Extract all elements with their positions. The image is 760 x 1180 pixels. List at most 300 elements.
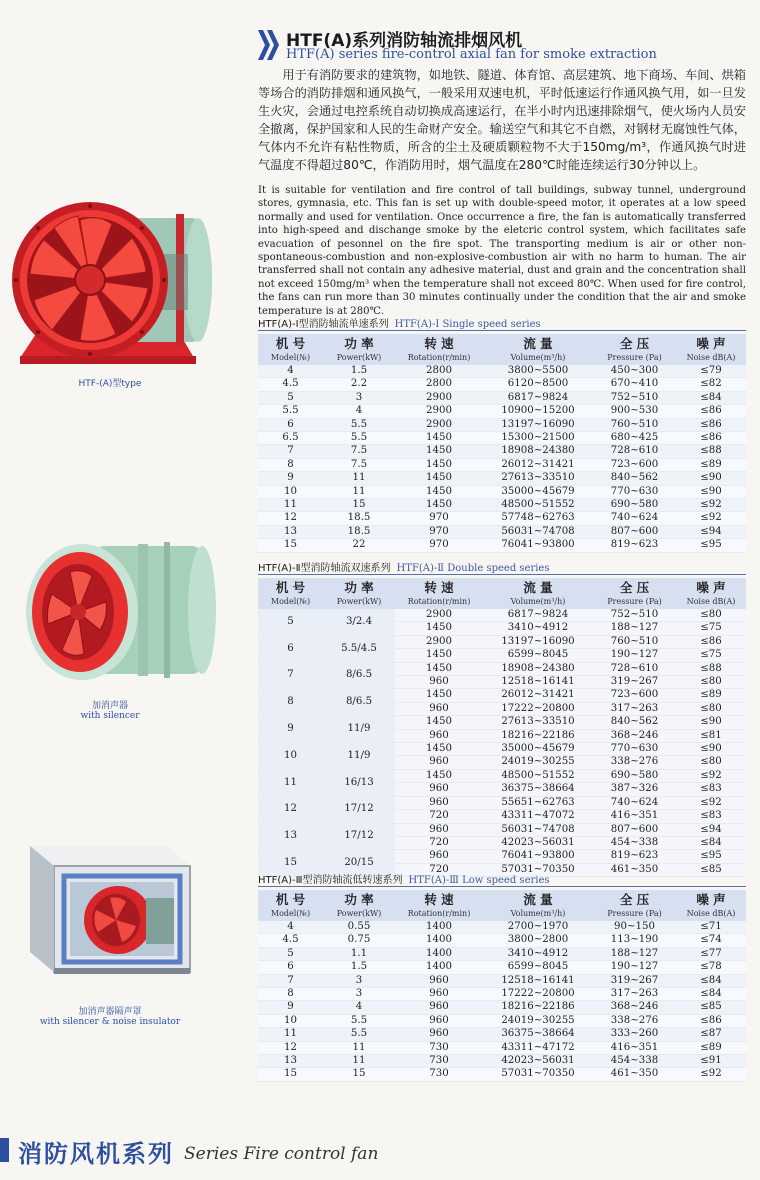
col-power-en: Power(kW) [323,352,395,365]
table-row [258,499,746,512]
table-row [258,1001,746,1014]
volume-cell: 6120~8500 [483,378,593,391]
pressure-cell: 752~510 [593,391,676,404]
noise-cell: ≤92 [676,499,746,512]
power-cell: 11 [323,1041,395,1054]
noise-cell: ≤86 [676,635,746,648]
col-power-en: Power(kW) [323,596,395,609]
rotation-cell: 970 [395,539,483,552]
volume-cell: 26012~31421 [483,689,593,702]
power-cell: 4 [323,1001,395,1014]
noise-cell: ≤89 [676,458,746,471]
power-cell: 11/9 [323,716,395,743]
rotation-cell: 960 [395,783,483,796]
power-cell: 17/12 [323,796,395,823]
volume-cell: 18908~24380 [483,445,593,458]
pressure-cell: 190~127 [593,649,676,662]
table-row [258,525,746,538]
table-row [258,662,746,675]
col-model-cn: 机 号 [258,578,323,596]
table2-caption-rule [258,574,746,575]
volume-cell: 6817~9824 [483,609,593,622]
volume-cell: 48500~51552 [483,499,593,512]
col-pressure-cn: 全 压 [593,890,676,908]
model-cell: 5.5 [258,405,323,418]
table-row [258,391,746,404]
volume-cell: 18216~22186 [483,1001,593,1014]
volume-cell: 12518~16141 [483,974,593,987]
power-cell: 5.5/4.5 [323,635,395,662]
intro-text-cn: 用于有消防要求的建筑物，如地铁、隧道、体育馆、高层建筑、地下商场、车间、烘箱等场合的消防排烟和通风换气，一般采用双速电机，平时低速运行作通风换气用，如一旦发生火灾，会通过电控系统自动切换成高速运行，在半小时内迅速排除烟气，使火场内人员安全撤离，保护国家和人民的生命财产安全。输送空气和其它不自燃，对钢材无腐蚀性气体，气体内不允许有粘性物质，所含的尘土及硬质颗粒物不大于150mg/m³，作通风换气时进气温度不得超过80℃，作消防用时，烟气温度在280℃时能连续运行30分钟以上。 [258,68,746,172]
col-pressure-cn: 全 压 [593,578,676,596]
noise-cell: ≤82 [676,378,746,391]
col-pressure-en: Pressure (Pa) [593,908,676,921]
noise-cell: ≤75 [676,649,746,662]
rotation-cell: 2900 [395,635,483,648]
rotation-cell: 730 [395,1068,483,1081]
page-subtitle: HTF(A) series fire-control axial fan for smoke extraction [286,47,657,62]
pressure-cell: 368~246 [593,729,676,742]
noise-cell: ≤90 [676,743,746,756]
pressure-cell: 690~580 [593,769,676,782]
pressure-cell: 807~600 [593,525,676,538]
col-noise-en: Noise dB(A) [676,596,746,609]
double-speed-table [258,578,746,877]
power-cell: 3 [323,391,395,404]
noise-cell: ≤86 [676,1014,746,1027]
table-row [258,1068,746,1081]
col-model-cn: 机 号 [258,334,323,352]
pressure-cell: 416~351 [593,810,676,823]
model-cell: 6 [258,961,323,974]
power-cell: 11 [323,472,395,485]
col-pressure-cn: 全 压 [593,334,676,352]
noise-cell: ≤84 [676,836,746,849]
rotation-cell: 960 [395,729,483,742]
noise-cell: ≤86 [676,418,746,431]
volume-cell: 42023~56031 [483,1055,593,1068]
model-cell: 12 [258,1041,323,1054]
power-cell: 4 [323,405,395,418]
col-power-cn: 功 率 [323,334,395,352]
model-cell: 10 [258,1014,323,1027]
rotation-cell: 1400 [395,934,483,947]
model-cell: 7 [258,445,323,458]
power-cell: 11/9 [323,743,395,770]
noise-cell: ≤92 [676,796,746,809]
table1-caption-cn: HTF(A)-Ⅰ型消防轴流单速系列 [258,319,389,330]
table-row [258,947,746,960]
table-row [258,716,746,729]
pressure-cell: 90~150 [593,921,676,934]
table2-caption-en: HTF(A)-Ⅱ Double speed series [396,563,550,574]
volume-cell: 42023~56031 [483,836,593,849]
table3-caption-rule [258,886,746,887]
noise-cell: ≤79 [676,365,746,378]
rotation-cell: 1450 [395,432,483,445]
rotation-cell: 1450 [395,716,483,729]
noise-cell: ≤88 [676,445,746,458]
rotation-cell: 2900 [395,391,483,404]
model-cell: 4 [258,365,323,378]
table-row [258,512,746,525]
rotation-cell: 960 [395,1001,483,1014]
single-speed-table [258,334,746,553]
model-cell: 13 [258,525,323,538]
pressure-cell: 454~338 [593,1055,676,1068]
col-rotation-en: Rotation(r/min) [395,352,483,365]
noise-cell: ≤92 [676,512,746,525]
fan-with-insulator-caption-cn: 加消声器隔声罩 [78,1007,142,1017]
noise-cell: ≤90 [676,716,746,729]
fan-htf-a-image [8,184,230,370]
volume-cell: 3410~4912 [483,947,593,960]
volume-cell: 35000~45679 [483,485,593,498]
page-title: HTF(A)系列消防轴流排烟风机 [286,31,523,51]
rotation-cell: 960 [395,1014,483,1027]
pressure-cell: 770~630 [593,485,676,498]
power-cell: 15 [323,499,395,512]
volume-cell: 26012~31421 [483,458,593,471]
pressure-cell: 728~610 [593,662,676,675]
pressure-cell: 760~510 [593,635,676,648]
volume-cell: 43311~47172 [483,1041,593,1054]
table2-caption [258,559,549,574]
model-cell: 8 [258,458,323,471]
volume-cell: 13197~16090 [483,635,593,648]
volume-cell: 6599~8045 [483,649,593,662]
pressure-cell: 317~263 [593,702,676,715]
noise-cell: ≤78 [676,961,746,974]
power-cell: 16/13 [323,769,395,796]
rotation-cell: 720 [395,863,483,876]
low-speed-table [258,890,746,1082]
power-cell: 20/15 [323,850,395,877]
model-cell: 15 [258,850,323,877]
pressure-cell: 723~600 [593,458,676,471]
table-row [258,823,746,836]
model-cell: 8 [258,988,323,1001]
table-row [258,418,746,431]
footer-title-en: Series Fire control fan [184,1144,379,1164]
pressure-cell: 840~562 [593,716,676,729]
col-power-en: Power(kW) [323,908,395,921]
table-row [258,485,746,498]
fan-with-insulator-caption [20,1004,200,1027]
pressure-cell: 450~300 [593,365,676,378]
noise-cell: ≤90 [676,472,746,485]
fan-with-silencer-image [14,532,230,692]
volume-cell: 57748~62763 [483,512,593,525]
model-cell: 7 [258,662,323,689]
rotation-cell: 1450 [395,499,483,512]
power-cell: 2.2 [323,378,395,391]
power-cell: 3/2.4 [323,609,395,635]
col-model-en: Model(№) [258,352,323,365]
volume-cell: 2700~1970 [483,921,593,934]
noise-cell: ≤92 [676,769,746,782]
power-cell: 5.5 [323,1028,395,1041]
rotation-cell: 960 [395,988,483,1001]
power-cell: 11 [323,485,395,498]
pressure-cell: 819~623 [593,539,676,552]
col-noise-cn: 噪 声 [676,890,746,908]
volume-cell: 56031~74708 [483,823,593,836]
table-row [258,1041,746,1054]
rotation-cell: 960 [395,756,483,769]
col-model-en: Model(№) [258,596,323,609]
volume-cell: 3410~4912 [483,622,593,635]
rotation-cell: 1450 [395,458,483,471]
double-chevron-icon [258,30,280,60]
model-cell: 12 [258,796,323,823]
rotation-cell: 1450 [395,689,483,702]
volume-cell: 15300~21500 [483,432,593,445]
rotation-cell: 2800 [395,378,483,391]
table1-caption [258,315,541,330]
pressure-cell: 690~580 [593,499,676,512]
table-row [258,609,746,622]
volume-cell: 36375~38664 [483,783,593,796]
power-cell: 3 [323,988,395,1001]
model-cell: 4.5 [258,934,323,947]
fan-with-insulator-image [26,842,194,978]
table-row [258,921,746,934]
volume-cell: 17222~20800 [483,702,593,715]
model-cell: 5 [258,947,323,960]
pressure-cell: 338~276 [593,1014,676,1027]
noise-cell: ≤89 [676,1041,746,1054]
noise-cell: ≤92 [676,1068,746,1081]
model-cell: 8 [258,689,323,716]
pressure-cell: 807~600 [593,823,676,836]
rotation-cell: 720 [395,810,483,823]
pressure-cell: 680~425 [593,432,676,445]
noise-cell: ≤95 [676,850,746,863]
table-row [258,796,746,809]
model-cell: 12 [258,512,323,525]
noise-cell: ≤87 [676,1028,746,1041]
rotation-cell: 1450 [395,472,483,485]
pressure-cell: 760~510 [593,418,676,431]
pressure-cell: 333~260 [593,1028,676,1041]
footer-accent-bar [0,1138,9,1162]
noise-cell: ≤88 [676,662,746,675]
rotation-cell: 1450 [395,769,483,782]
model-cell: 6.5 [258,432,323,445]
fan-with-silencer-caption-en: with silencer [80,711,140,721]
rotation-cell: 1450 [395,445,483,458]
col-rotation-cn: 转 速 [395,334,483,352]
col-rotation-en: Rotation(r/min) [395,596,483,609]
table3-caption-cn: HTF(A)-Ⅲ型消防轴流低转速系列 [258,875,403,886]
power-cell: 8/6.5 [323,689,395,716]
pressure-cell: 670~410 [593,378,676,391]
volume-cell: 6599~8045 [483,961,593,974]
model-cell: 9 [258,1001,323,1014]
table3-caption [258,871,550,886]
model-cell: 11 [258,499,323,512]
col-volume-en: Volume(m³/h) [483,352,593,365]
volume-cell: 55651~62763 [483,796,593,809]
pressure-cell: 113~190 [593,934,676,947]
power-cell: 5.5 [323,418,395,431]
pressure-cell: 387~326 [593,783,676,796]
model-cell: 10 [258,485,323,498]
volume-cell: 18216~22186 [483,729,593,742]
model-cell: 11 [258,1028,323,1041]
table-row [258,432,746,445]
noise-cell: ≤86 [676,432,746,445]
table-row [258,365,746,378]
rotation-cell: 960 [395,796,483,809]
power-cell: 1.5 [323,365,395,378]
noise-cell: ≤95 [676,539,746,552]
col-pressure-en: Pressure (Pa) [593,596,676,609]
table-row [258,472,746,485]
noise-cell: ≤84 [676,391,746,404]
pressure-cell: 188~127 [593,622,676,635]
volume-cell: 27613~33510 [483,472,593,485]
noise-cell: ≤84 [676,988,746,1001]
fan-with-insulator-caption-en: with silencer & noise insulator [39,1017,181,1027]
model-cell: 6 [258,418,323,431]
table-row [258,689,746,702]
pressure-cell: 819~623 [593,850,676,863]
power-cell: 3 [323,974,395,987]
rotation-cell: 2900 [395,405,483,418]
col-noise-cn: 噪 声 [676,334,746,352]
pressure-cell: 319~267 [593,974,676,987]
pressure-cell: 416~351 [593,1041,676,1054]
table-row [258,458,746,471]
pressure-cell: 840~562 [593,472,676,485]
pressure-cell: 317~263 [593,988,676,1001]
table-row [258,405,746,418]
volume-cell: 13197~16090 [483,418,593,431]
noise-cell: ≤94 [676,525,746,538]
power-cell: 0.55 [323,921,395,934]
col-noise-cn: 噪 声 [676,578,746,596]
table-row [258,635,746,648]
table-row [258,539,746,552]
volume-cell: 48500~51552 [483,769,593,782]
volume-cell: 43311~47072 [483,810,593,823]
col-volume-cn: 流 量 [483,890,593,908]
noise-cell: ≤80 [676,609,746,622]
volume-cell: 10900~15200 [483,405,593,418]
model-cell: 13 [258,823,323,850]
footer-title-cn: 消防风机系列 [18,1140,174,1168]
power-cell: 11 [323,1055,395,1068]
model-cell: 9 [258,472,323,485]
model-cell: 9 [258,716,323,743]
volume-cell: 3800~5500 [483,365,593,378]
col-rotation-cn: 转 速 [395,890,483,908]
rotation-cell: 730 [395,1055,483,1068]
model-cell: 15 [258,1068,323,1081]
noise-cell: ≤80 [676,756,746,769]
noise-cell: ≤89 [676,689,746,702]
col-noise-en: Noise dB(A) [676,908,746,921]
rotation-cell: 2800 [395,365,483,378]
table2-caption-cn: HTF(A)-Ⅱ型消防轴流双速系列 [258,563,391,574]
rotation-cell: 960 [395,1028,483,1041]
power-cell: 5.5 [323,432,395,445]
noise-cell: ≤86 [676,405,746,418]
pressure-cell: 190~127 [593,961,676,974]
volume-cell: 24019~30255 [483,1014,593,1027]
model-cell: 4 [258,921,323,934]
pressure-cell: 338~276 [593,756,676,769]
table-row [258,445,746,458]
volume-cell: 24019~30255 [483,756,593,769]
fan-with-silencer-caption [40,698,180,721]
pressure-cell: 454~338 [593,836,676,849]
noise-cell: ≤74 [676,934,746,947]
power-cell: 7.5 [323,445,395,458]
volume-cell: 76041~93800 [483,850,593,863]
volume-cell: 57031~70350 [483,863,593,876]
power-cell: 1.1 [323,947,395,960]
col-model-en: Model(№) [258,908,323,921]
rotation-cell: 960 [395,823,483,836]
noise-cell: ≤85 [676,863,746,876]
power-cell: 15 [323,1068,395,1081]
pressure-cell: 319~267 [593,676,676,689]
power-cell: 5.5 [323,1014,395,1027]
model-cell: 5 [258,609,323,635]
table-row [258,850,746,863]
col-volume-cn: 流 量 [483,578,593,596]
model-cell: 15 [258,539,323,552]
noise-cell: ≤80 [676,676,746,689]
model-cell: 13 [258,1055,323,1068]
noise-cell: ≤77 [676,947,746,960]
power-cell: 22 [323,539,395,552]
rotation-cell: 960 [395,676,483,689]
power-cell: 18.5 [323,512,395,525]
model-cell: 7 [258,974,323,987]
col-volume-en: Volume(m³/h) [483,596,593,609]
rotation-cell: 1450 [395,485,483,498]
col-power-cn: 功 率 [323,578,395,596]
table-row [258,1014,746,1027]
volume-cell: 6817~9824 [483,391,593,404]
volume-cell: 36375~38664 [483,1028,593,1041]
table-row [258,961,746,974]
noise-cell: ≤83 [676,783,746,796]
power-cell: 18.5 [323,525,395,538]
model-cell: 10 [258,743,323,770]
col-volume-en: Volume(m³/h) [483,908,593,921]
col-pressure-en: Pressure (Pa) [593,352,676,365]
pressure-cell: 770~630 [593,743,676,756]
pressure-cell: 461~350 [593,863,676,876]
volume-cell: 27613~33510 [483,716,593,729]
noise-cell: ≤90 [676,485,746,498]
noise-cell: ≤94 [676,823,746,836]
noise-cell: ≤75 [676,622,746,635]
model-cell: 6 [258,635,323,662]
table-row [258,988,746,1001]
col-rotation-en: Rotation(r/min) [395,908,483,921]
rotation-cell: 970 [395,512,483,525]
pressure-cell: 188~127 [593,947,676,960]
volume-cell: 12518~16141 [483,676,593,689]
fan-htf-a-caption: HTF-(A)型type [78,379,142,389]
rotation-cell: 1400 [395,961,483,974]
